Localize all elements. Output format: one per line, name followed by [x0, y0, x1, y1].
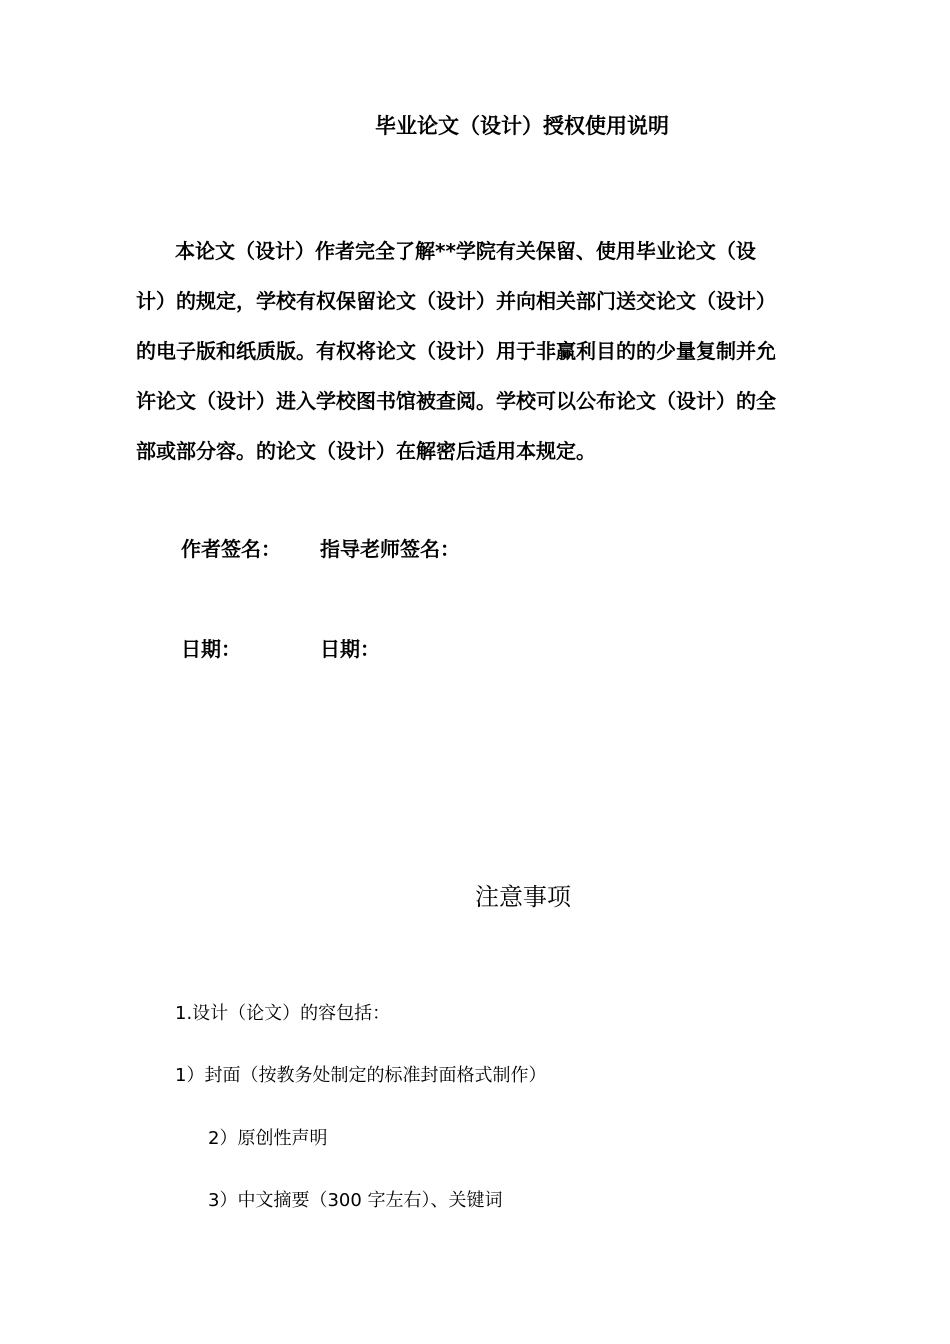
- notes-item: 1.设计（论文）的容包括：: [175, 1003, 391, 1024]
- paragraph-line: 的电子版和纸质版。有权将论文（设计）用于非赢利目的的少量复制并允: [136, 339, 776, 363]
- notes-item: 3）中文摘要（300 字左右）、关键词: [208, 1190, 503, 1211]
- author-signature-label: 作者签名：: [181, 537, 281, 561]
- advisor-date-label: 日期：: [320, 637, 380, 661]
- notes-item: 1）封面（按教务处制定的标准封面格式制作）: [175, 1065, 547, 1086]
- notes-item: 2）原创性声明: [208, 1128, 328, 1149]
- author-date-label: 日期：: [181, 637, 241, 661]
- paragraph-line: 计）的规定，学校有权保留论文（设计）并向相关部门送交论文（设计）: [136, 289, 776, 313]
- paragraph-line: 本论文（设计）作者完全了解**学院有关保留、使用毕业论文（设: [175, 239, 756, 263]
- paragraph-line: 部或部分容。的论文（设计）在解密后适用本规定。: [136, 439, 596, 463]
- paragraph-line: 许论文（设计）进入学校图书馆被查阅。学校可以公布论文（设计）的全: [136, 389, 776, 413]
- notes-title: 注意事项: [475, 883, 571, 911]
- advisor-signature-label: 指导老师签名：: [320, 537, 460, 561]
- authorization-paragraph: [136, 226, 856, 476]
- authorization-title: 毕业论文（设计）授权使用说明: [375, 114, 669, 138]
